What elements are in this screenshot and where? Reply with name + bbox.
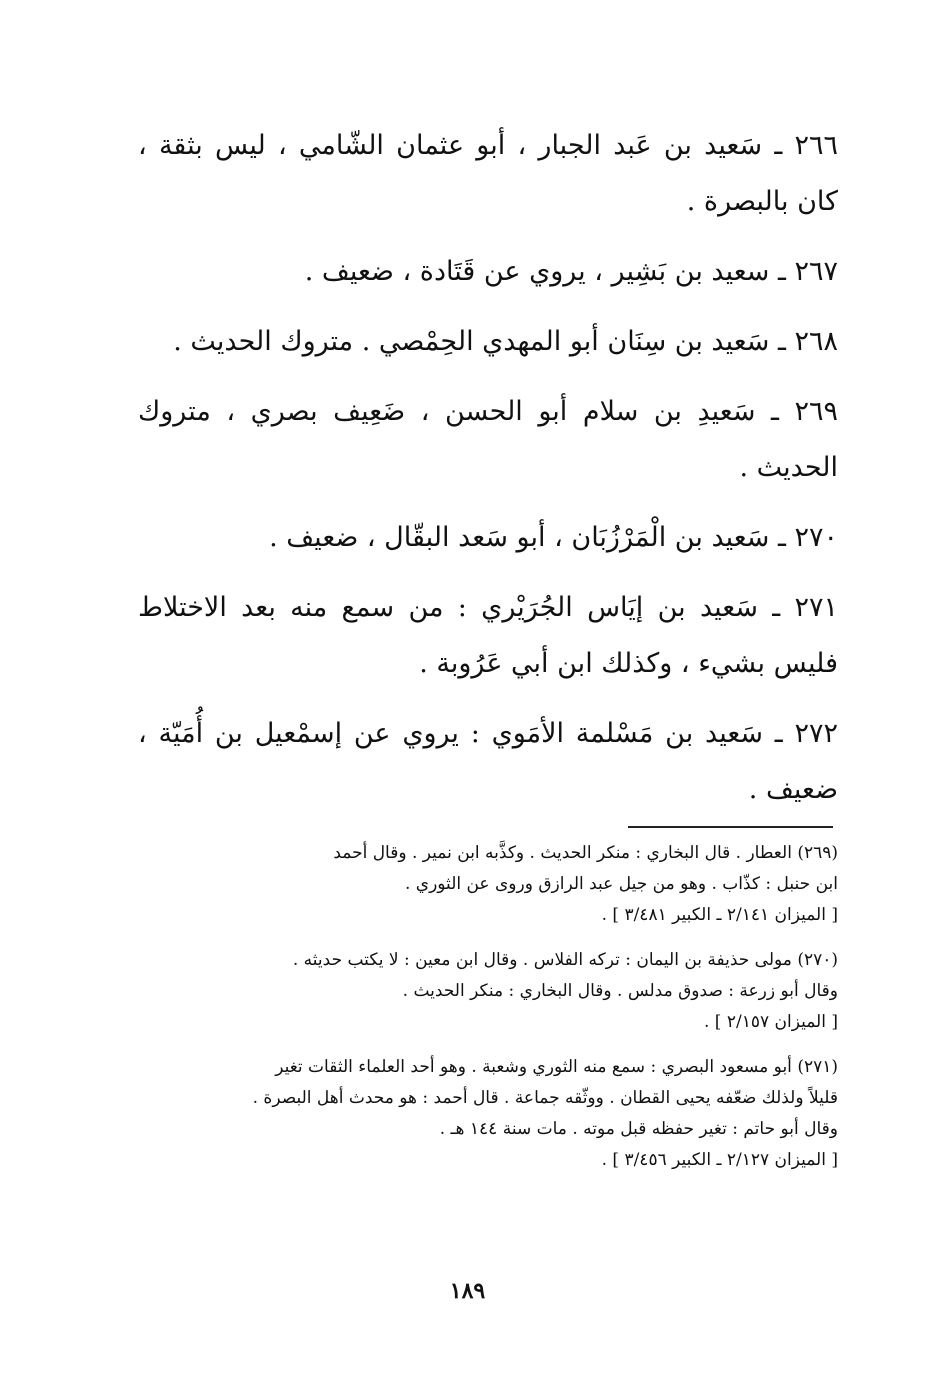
footnote-line: وقال أبو زرعة : صدوق مدلس . وقال البخاري : منكر الحديث .	[402, 981, 838, 1001]
footnotes	[132, 838, 838, 1190]
footnote-line: (٢٧١) أبو مسعود البصري : سمع منه الثوري وشعبة . وهو أحد العلماء الثقات تغير	[275, 1057, 838, 1077]
narrator-entries	[138, 118, 838, 832]
footnote-line: قليلاً ولذلك ضعّفه يحيى القطان . ووثّقه جماعة . قال أحمد : هو محدث أهل البصرة .	[252, 1088, 838, 1108]
footnote-270	[132, 945, 838, 1038]
footnote-divider	[628, 826, 833, 828]
footnote-line: (٢٦٩) العطار . قال البخاري : منكر الحديث . وكذَّبه ابن نمير . وقال أحمد	[333, 843, 838, 863]
entry-270: ٢٧٠ ـ سَعيد بن الْمَرْزُبَان ، أبو سَعد البقّال ، ضعيف .	[269, 522, 838, 553]
entry-272: ٢٧٢ ـ سَعيد بن مَسْلمة الأمَوي : يروي عن إسمْعيل بن أُمَيّة ، ضعيف .	[138, 718, 838, 805]
footnote-reference: [ الميزان ٢/١٤١ ـ الكبير ٣/٤٨١ ] .	[601, 905, 838, 925]
footnote-reference: [ الميزان ٢/١٢٧ ـ الكبير ٣/٤٥٦ ] .	[601, 1150, 838, 1170]
entry-271: ٢٧١ ـ سَعيد بن إيَاس الجُرَيْري : من سمع منه بعد الاختلاط فليس بشيء ، وكذلك ابن أبي عَرُوبة .	[138, 592, 838, 679]
page-number: ١٨٩	[449, 1278, 486, 1304]
entry-266: ٢٦٦ ـ سَعيد بن عَبد الجبار ، أبو عثمان الشّامي ، ليس بثقة ، كان بالبصرة .	[138, 130, 838, 217]
entry-268: ٢٦٨ ـ سَعيد بن سِنَان أبو المهدي الحِمْصي . متروك الحديث .	[173, 326, 838, 357]
footnote-line: (٢٧٠) مولى حذيفة بن اليمان : تركه الفلاس . وقال ابن معين : لا يكتب حديثه .	[292, 950, 838, 970]
entry-267: ٢٦٧ ـ سعيد بن بَشِير ، يروي عن قَتَادة ، ضعيف .	[304, 256, 838, 287]
footnote-line: ابن حنبل : كذّاب . وهو من جيل عبد الرازق وروى عن الثوري .	[404, 874, 838, 894]
entry-269: ٢٦٩ ـ سَعيدِ بن سلام أبو الحسن ، ضَعِيف بصري ، متروك الحديث .	[138, 396, 838, 483]
footnote-reference: [ الميزان ٢/١٥٧ ] .	[704, 1012, 838, 1032]
footnote-line: وقال أبو حاتم : تغير حفظه قبل موته . مات سنة ١٤٤ هـ .	[439, 1119, 838, 1139]
footnote-271	[132, 1052, 838, 1176]
footnote-269	[132, 838, 838, 931]
